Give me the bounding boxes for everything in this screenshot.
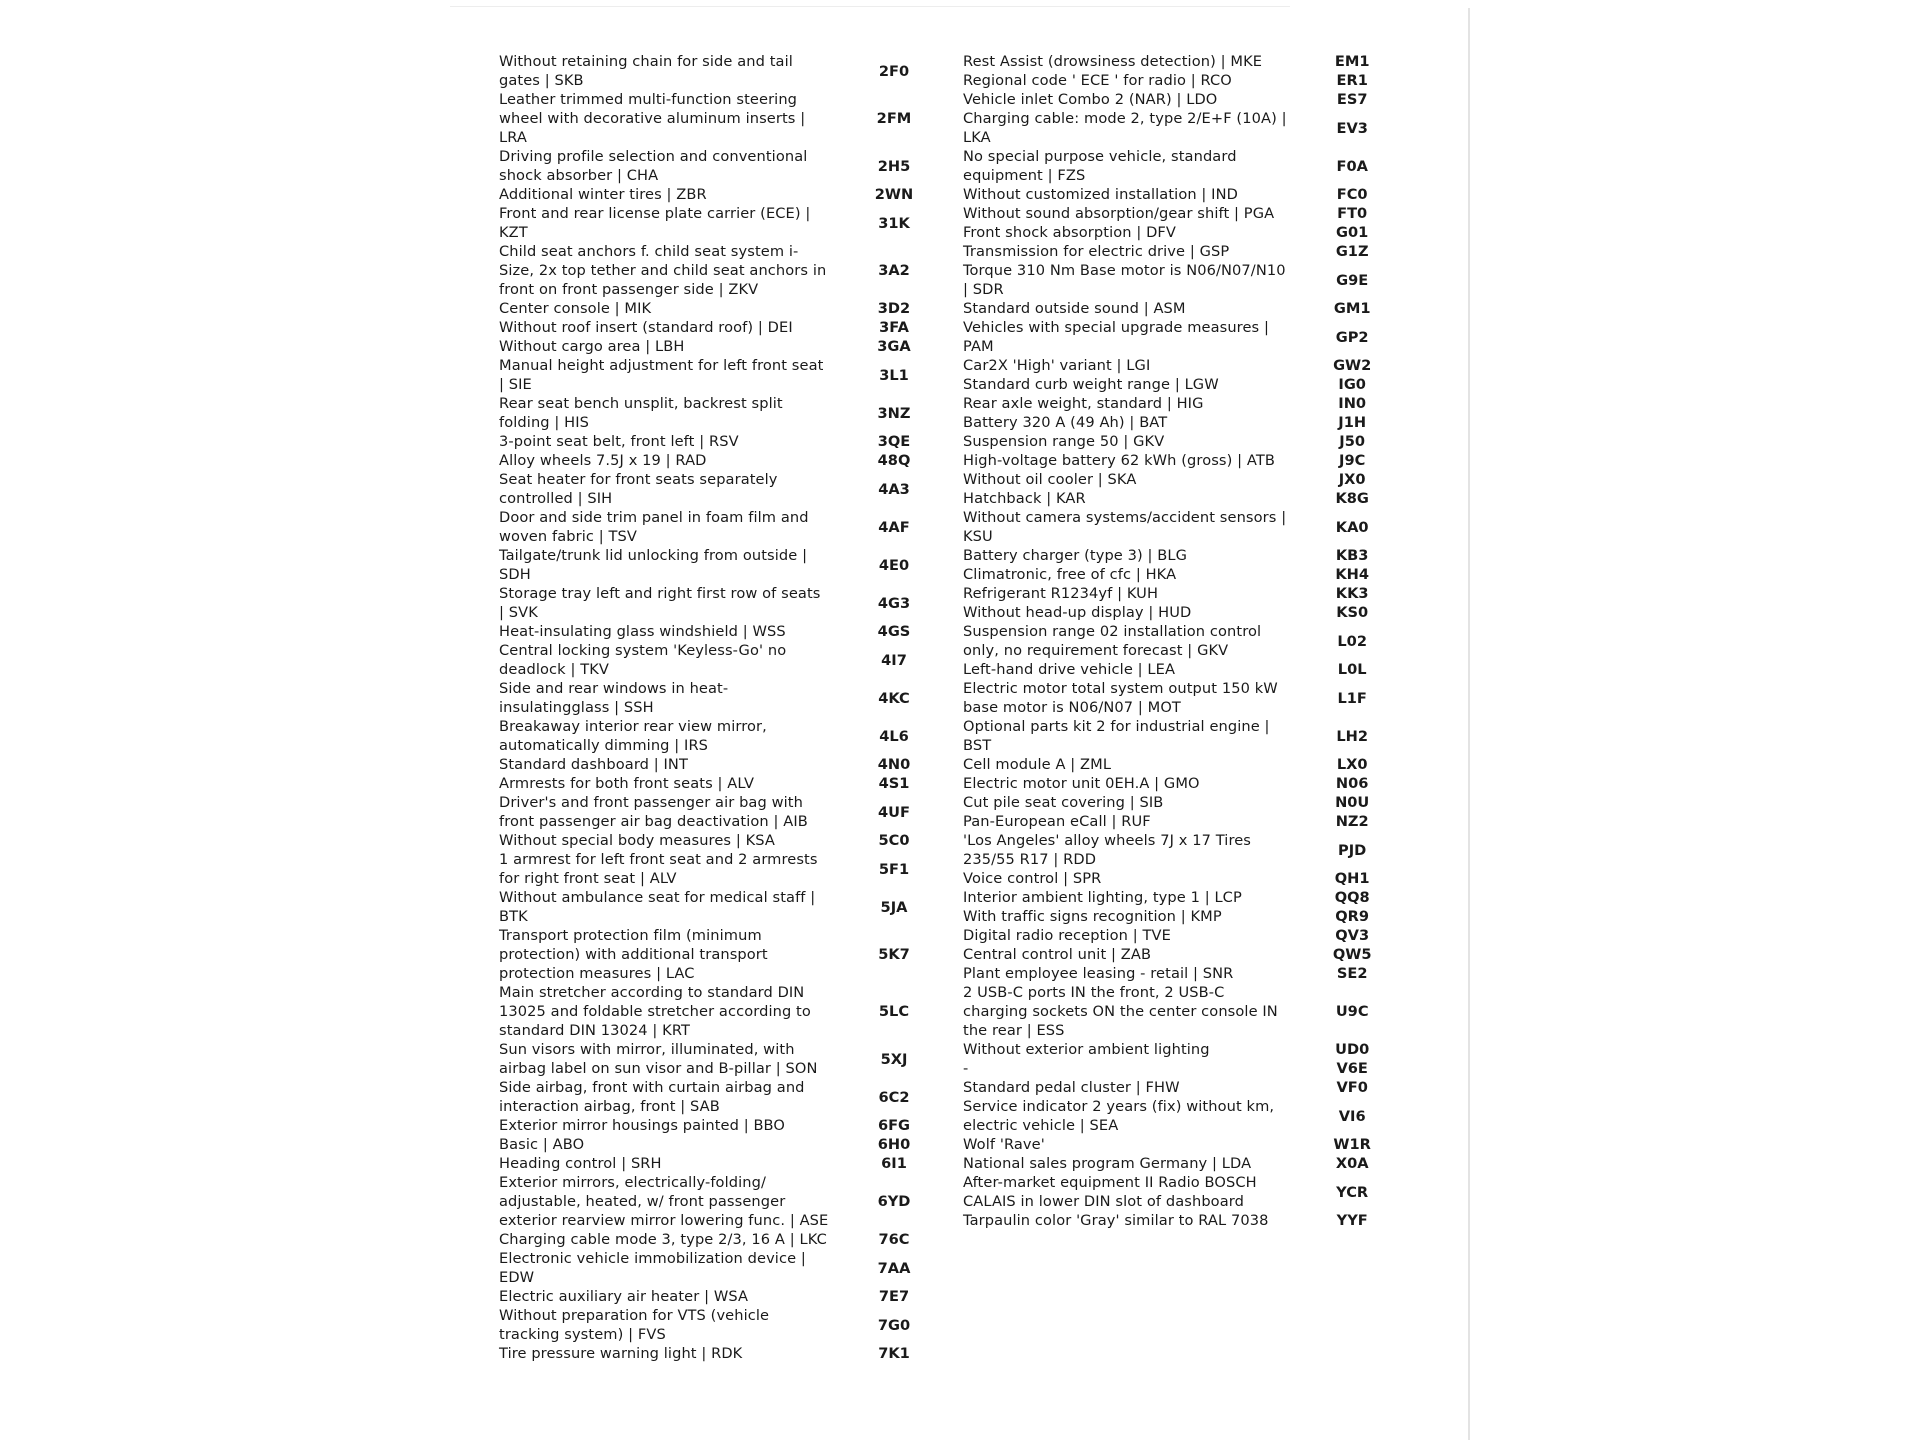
equipment-row: [499, 1040, 959, 1078]
equipment-row: [963, 1097, 1413, 1135]
equipment-description: Alloy wheels 7.5J x 19 | RAD: [499, 452, 707, 469]
equipment-description: Torque 310 Nm Base motor is N06/N07/N10 | SDR: [963, 262, 1286, 298]
equipment-code: JX0: [1338, 471, 1366, 488]
equipment-code: GP2: [1335, 328, 1369, 346]
equipment-description: High-voltage battery 62 kWh (gross) | ATB: [963, 452, 1275, 469]
equipment-description: Vehicles with special upgrade measures | PAM: [963, 319, 1269, 355]
equipment-code: VF0: [1336, 1079, 1368, 1096]
equipment-code: 6I1: [881, 1155, 907, 1172]
equipment-code: 4GS: [877, 623, 911, 640]
equipment-row: [963, 451, 1413, 470]
equipment-row: [963, 185, 1413, 204]
equipment-description: Central control unit | ZAB: [963, 946, 1152, 963]
equipment-description: Side and rear windows in heat-insulatingglass | SSH: [499, 680, 729, 716]
equipment-code: 5F1: [878, 860, 910, 878]
equipment-code: 4N0: [877, 756, 911, 773]
equipment-row: [963, 52, 1413, 71]
equipment-row: [963, 622, 1413, 660]
equipment-row: [499, 1154, 959, 1173]
equipment-code: 4G3: [877, 594, 911, 612]
equipment-row: [963, 660, 1413, 679]
equipment-code: 2FM: [876, 110, 912, 127]
equipment-code: 7E7: [878, 1288, 910, 1305]
equipment-description: Without roof insert (standard roof) | DEI: [499, 319, 793, 336]
equipment-code: KK3: [1335, 585, 1369, 602]
equipment-row: [499, 1287, 959, 1306]
equipment-description: Seat heater for front seats separately controlled | SIH: [499, 471, 778, 507]
equipment-row: [499, 432, 959, 451]
equipment-row: [499, 888, 959, 926]
equipment-code: 5C0: [878, 832, 910, 849]
equipment-description: National sales program Germany | LDA: [963, 1155, 1252, 1172]
equipment-code: U9C: [1335, 1003, 1369, 1020]
equipment-row: [963, 717, 1413, 755]
equipment-code: 5K7: [878, 946, 910, 963]
equipment-row: [499, 470, 959, 508]
equipment-code: 7K1: [878, 1345, 910, 1362]
equipment-code: 3QE: [877, 433, 911, 450]
equipment-description: Without customized installation | IND: [963, 186, 1238, 203]
equipment-code: GW2: [1333, 357, 1372, 374]
equipment-description: Manual height adjustment for left front seat | SIE: [499, 357, 824, 393]
equipment-description: Standard dashboard | INT: [499, 756, 688, 773]
equipment-description: Service indicator 2 years (fix) without km, electric vehicle | SEA: [963, 1098, 1275, 1134]
equipment-code: 4L6: [879, 727, 909, 745]
equipment-code: 7G0: [877, 1316, 911, 1334]
equipment-code: 4E0: [878, 556, 910, 574]
equipment-description: Car2X 'High' variant | LGI: [963, 357, 1151, 374]
equipment-row: [499, 394, 959, 432]
equipment-row: [499, 356, 959, 394]
equipment-code: 3A2: [878, 262, 910, 279]
equipment-code: QH1: [1334, 870, 1370, 887]
equipment-description: 2 USB-C ports IN the front, 2 USB-C charging sockets ON the center console IN the rear | ESS: [963, 984, 1278, 1039]
equipment-row: [499, 641, 959, 679]
equipment-row: [499, 508, 959, 546]
equipment-description: Electric motor unit 0EH.A | GMO: [963, 775, 1200, 792]
equipment-row: [499, 679, 959, 717]
equipment-description: Suspension range 02 installation control only, no requirement forecast | GKV: [963, 623, 1262, 659]
equipment-code: N0U: [1335, 794, 1370, 811]
equipment-description: Front shock absorption | DFV: [963, 224, 1177, 241]
equipment-description: Battery charger (type 3) | BLG: [963, 547, 1188, 564]
equipment-row: [963, 774, 1413, 793]
equipment-code: J9C: [1339, 452, 1366, 469]
equipment-description: Hatchback | KAR: [963, 490, 1086, 507]
equipment-code: 4A3: [878, 480, 910, 498]
equipment-code: YCR: [1336, 1183, 1369, 1201]
equipment-code: 6H0: [877, 1136, 911, 1153]
equipment-description: Child seat anchors f. child seat system i-Size, 2x top tether and child seat anchors in front on front passenger side | ZKV: [499, 243, 827, 298]
equipment-description: Tarpaulin color 'Gray' similar to RAL 7038: [963, 1212, 1269, 1229]
equipment-description: Without ambulance seat for medical staff | BTK: [499, 889, 816, 925]
equipment-description: Electronic vehicle immobilization device | EDW: [499, 1250, 806, 1286]
equipment-row: [499, 717, 959, 755]
equipment-description: Without head-up display | HUD: [963, 604, 1192, 621]
equipment-row: [963, 1059, 1413, 1078]
equipment-description: Rear axle weight, standard | HIG: [963, 395, 1204, 412]
equipment-row: [963, 755, 1413, 774]
equipment-code: 4I7: [881, 651, 907, 669]
equipment-code: J1H: [1338, 414, 1367, 431]
equipment-row: [499, 831, 959, 850]
equipment-row: [963, 375, 1413, 394]
equipment-description: Optional parts kit 2 for industrial engine | BST: [963, 718, 1270, 754]
equipment-description: Refrigerant R1234yf | KUH: [963, 585, 1159, 602]
equipment-description: Plant employee leasing - retail | SNR: [963, 965, 1234, 982]
equipment-description: Breakaway interior rear view mirror, automatically dimming | IRS: [499, 718, 767, 754]
equipment-code: 76C: [878, 1231, 910, 1248]
equipment-code: QV3: [1335, 927, 1370, 944]
equipment-code: ER1: [1336, 72, 1368, 89]
equipment-code: N06: [1335, 775, 1369, 792]
equipment-description: Battery 320 A (49 Ah) | BAT: [963, 414, 1168, 431]
equipment-description: Transmission for electric drive | GSP: [963, 243, 1230, 260]
equipment-row: [963, 983, 1413, 1040]
equipment-list-left: [499, 52, 959, 1363]
scan-top-edge: [450, 6, 1290, 7]
equipment-row: [499, 1230, 959, 1249]
equipment-code: YYF: [1336, 1212, 1368, 1229]
equipment-row: [963, 318, 1413, 356]
equipment-code: G01: [1336, 224, 1369, 241]
equipment-description: Main stretcher according to standard DIN 13025 and foldable stretcher according to standard DIN 13024 | KRT: [499, 984, 811, 1039]
equipment-description: Standard curb weight range | LGW: [963, 376, 1219, 393]
equipment-row: [963, 489, 1413, 508]
equipment-row: [499, 52, 959, 90]
equipment-description: After-market equipment II Radio BOSCH CALAIS in lower DIN slot of dashboard: [963, 1174, 1257, 1210]
equipment-row: [963, 1135, 1413, 1154]
equipment-code: KA0: [1335, 518, 1369, 536]
equipment-description: Climatronic, free of cfc | HKA: [963, 566, 1177, 583]
equipment-row: [963, 1078, 1413, 1097]
equipment-row: [963, 147, 1413, 185]
equipment-row: [963, 1211, 1413, 1230]
equipment-description: Armrests for both front seats | ALV: [499, 775, 755, 792]
equipment-code: KH4: [1335, 566, 1370, 583]
equipment-code: UD0: [1335, 1041, 1370, 1058]
equipment-description: Standard pedal cluster | FHW: [963, 1079, 1180, 1096]
equipment-row: [499, 147, 959, 185]
equipment-row: [499, 983, 959, 1040]
equipment-description: Vehicle inlet Combo 2 (NAR) | LDO: [963, 91, 1218, 108]
equipment-code: 6YD: [877, 1193, 911, 1210]
equipment-code: 48Q: [877, 452, 911, 469]
equipment-code: 4KC: [878, 689, 910, 707]
equipment-code: IG0: [1338, 376, 1366, 393]
equipment-row: [963, 432, 1413, 451]
equipment-row: [963, 964, 1413, 983]
equipment-description: With traffic signs recognition | KMP: [963, 908, 1222, 925]
equipment-row: [499, 793, 959, 831]
equipment-code: IN0: [1338, 395, 1367, 412]
equipment-row: [499, 774, 959, 793]
equipment-code: G9E: [1336, 271, 1369, 289]
equipment-description: Without retaining chain for side and tail gates | SKB: [499, 53, 793, 89]
equipment-row: [499, 242, 959, 299]
equipment-row: [963, 1154, 1413, 1173]
equipment-description: Basic | ABO: [499, 1136, 585, 1153]
equipment-row: [963, 204, 1413, 223]
equipment-code: GM1: [1333, 300, 1371, 317]
equipment-row: [499, 755, 959, 774]
equipment-code: FC0: [1336, 186, 1368, 203]
equipment-description: Rest Assist (drowsiness detection) | MKE: [963, 53, 1263, 70]
equipment-code: 3D2: [877, 300, 911, 317]
equipment-row: [963, 888, 1413, 907]
equipment-row: [499, 337, 959, 356]
equipment-code: 6FG: [877, 1117, 911, 1134]
equipment-description: Rear seat bench unsplit, backrest split folding | HIS: [499, 395, 783, 431]
equipment-row: [963, 242, 1413, 261]
equipment-code: QW5: [1332, 946, 1372, 963]
equipment-code: 3FA: [879, 319, 909, 336]
equipment-row: [963, 71, 1413, 90]
equipment-code: 5XJ: [880, 1050, 908, 1068]
equipment-row: [499, 90, 959, 147]
equipment-description: Sun visors with mirror, illuminated, with airbag label on sun visor and B-pillar | SON: [499, 1041, 818, 1077]
equipment-description: Exterior mirror housings painted | BBO: [499, 1117, 786, 1134]
equipment-row: [499, 1249, 959, 1287]
equipment-row: [963, 1040, 1413, 1059]
equipment-description: Central locking system 'Keyless-Go' no deadlock | TKV: [499, 642, 787, 678]
equipment-description: Tire pressure warning light | RDK: [499, 1345, 743, 1362]
equipment-row: [499, 926, 959, 983]
equipment-description: No special purpose vehicle, standard equipment | FZS: [963, 148, 1237, 184]
equipment-row: [963, 907, 1413, 926]
equipment-code: KB3: [1335, 547, 1369, 564]
equipment-code: V6E: [1336, 1060, 1368, 1077]
equipment-description: Voice control | SPR: [963, 870, 1102, 887]
equipment-row: [499, 451, 959, 470]
equipment-row: [499, 546, 959, 584]
equipment-description: Cut pile seat covering | SIB: [963, 794, 1164, 811]
equipment-code: LX0: [1336, 756, 1368, 773]
equipment-code: PJD: [1338, 841, 1367, 859]
equipment-description: Leather trimmed multi-function steering wheel with decorative aluminum inserts | LRA: [499, 91, 806, 146]
equipment-description: 1 armrest for left front seat and 2 armrests for right front seat | ALV: [499, 851, 818, 887]
equipment-code: 7AA: [877, 1259, 911, 1277]
equipment-code: EV3: [1336, 119, 1368, 137]
equipment-description: Without special body measures | KSA: [499, 832, 775, 849]
equipment-row: [499, 1173, 959, 1230]
equipment-description: Pan-European eCall | RUF: [963, 813, 1151, 830]
equipment-row: [963, 109, 1413, 147]
equipment-code: LH2: [1336, 727, 1369, 745]
equipment-code: 4S1: [878, 775, 910, 792]
equipment-description: Electric auxiliary air heater | WSA: [499, 1288, 749, 1305]
equipment-row: [963, 603, 1413, 622]
equipment-row: [963, 261, 1413, 299]
equipment-row: [963, 394, 1413, 413]
equipment-description: Charging cable mode 3, type 2/3, 16 A | LKC: [499, 1231, 827, 1248]
equipment-row: [499, 1078, 959, 1116]
equipment-code: QQ8: [1334, 889, 1370, 906]
equipment-row: [499, 1306, 959, 1344]
equipment-description: Storage tray left and right first row of seats | SVK: [499, 585, 821, 621]
equipment-code: QR9: [1335, 908, 1370, 925]
equipment-code: FT0: [1337, 205, 1368, 222]
equipment-description: Door and side trim panel in foam film and woven fabric | TSV: [499, 509, 809, 545]
equipment-description: 3-point seat belt, front left | RSV: [499, 433, 739, 450]
equipment-code: 3L1: [879, 366, 909, 384]
equipment-description: Interior ambient lighting, type 1 | LCP: [963, 889, 1242, 906]
equipment-row: [963, 793, 1413, 812]
equipment-list-right: [963, 52, 1413, 1230]
equipment-code: 2F0: [878, 62, 910, 80]
equipment-description: Without cargo area | LBH: [499, 338, 685, 355]
equipment-row: [499, 850, 959, 888]
equipment-row: [963, 508, 1413, 546]
equipment-description: Suspension range 50 | GKV: [963, 433, 1165, 450]
equipment-code: G1Z: [1335, 243, 1369, 260]
equipment-code: X0A: [1335, 1155, 1369, 1172]
scan-page-edge: [1468, 8, 1470, 1440]
equipment-code: L1F: [1337, 689, 1367, 707]
equipment-code: 5LC: [878, 1003, 910, 1020]
equipment-description: Without oil cooler | SKA: [963, 471, 1137, 488]
equipment-code: L02: [1337, 632, 1367, 650]
equipment-description: Cell module A | ZML: [963, 756, 1112, 773]
equipment-row: [963, 812, 1413, 831]
equipment-description: Heading control | SRH: [499, 1155, 662, 1172]
equipment-row: [499, 584, 959, 622]
equipment-row: [963, 299, 1413, 318]
equipment-code: 4UF: [878, 803, 910, 821]
equipment-row: [499, 1116, 959, 1135]
equipment-description: Front and rear license plate carrier (ECE) | KZT: [499, 205, 811, 241]
equipment-description: Transport protection film (minimum protection) with additional transport protection measures | LAC: [499, 927, 768, 982]
equipment-description: Heat-insulating glass windshield | WSS: [499, 623, 786, 640]
equipment-description: Left-hand drive vehicle | LEA: [963, 661, 1176, 678]
equipment-code: 2H5: [877, 157, 911, 175]
equipment-description: Wolf 'Rave': [963, 1136, 1045, 1153]
equipment-row: [963, 413, 1413, 432]
equipment-description: Additional winter tires | ZBR: [499, 186, 707, 203]
equipment-description: Driving profile selection and conventional shock absorber | CHA: [499, 148, 808, 184]
equipment-row: [963, 1173, 1413, 1211]
equipment-description: Regional code ' ECE ' for radio | RCO: [963, 72, 1232, 89]
equipment-code: L0L: [1337, 661, 1367, 678]
equipment-row: [963, 546, 1413, 565]
equipment-code: 2WN: [874, 186, 914, 203]
equipment-code: W1R: [1333, 1136, 1371, 1153]
equipment-description: Exterior mirrors, electrically-folding/ adjustable, heated, w/ front passenger exterior rearview mirror lowering func. | ASE: [499, 1174, 829, 1229]
equipment-code: ES7: [1336, 91, 1368, 108]
equipment-row: [963, 679, 1413, 717]
equipment-description: -: [963, 1060, 969, 1077]
equipment-code: 31K: [878, 214, 910, 232]
equipment-description: Center console | MIK: [499, 300, 652, 317]
equipment-code: SE2: [1336, 965, 1368, 982]
equipment-row: [963, 356, 1413, 375]
equipment-code: 3GA: [877, 338, 911, 355]
equipment-description: Digital radio reception | TVE: [963, 927, 1171, 944]
equipment-description: Electric motor total system output 150 kW base motor is N06/N07 | MOT: [963, 680, 1278, 716]
equipment-description: Driver's and front passenger air bag with front passenger air bag deactivation | AIB: [499, 794, 808, 830]
equipment-description: Tailgate/trunk lid unlocking from outside | SDH: [499, 547, 808, 583]
equipment-row: [499, 1344, 959, 1363]
equipment-description: 'Los Angeles' alloy wheels 7J x 17 Tires 235/55 R17 | RDD: [963, 832, 1252, 868]
equipment-code: 3NZ: [877, 404, 911, 422]
equipment-description: Standard outside sound | ASM: [963, 300, 1186, 317]
equipment-code: J50: [1339, 433, 1366, 450]
equipment-row: [963, 223, 1413, 242]
equipment-row: [963, 869, 1413, 888]
equipment-row: [499, 622, 959, 641]
equipment-code: 4AF: [878, 518, 910, 536]
equipment-row: [499, 1135, 959, 1154]
equipment-description: Without exterior ambient lighting: [963, 1041, 1210, 1058]
equipment-description: Without sound absorption/gear shift | PGA: [963, 205, 1275, 222]
equipment-description: Side airbag, front with curtain airbag and interaction airbag, front | SAB: [499, 1079, 805, 1115]
equipment-code: F0A: [1336, 157, 1368, 175]
equipment-row: [499, 299, 959, 318]
equipment-description: Without camera systems/accident sensors | KSU: [963, 509, 1287, 545]
equipment-row: [499, 185, 959, 204]
equipment-row: [963, 90, 1413, 109]
equipment-row: [963, 926, 1413, 945]
equipment-row: [963, 470, 1413, 489]
equipment-row: [499, 204, 959, 242]
equipment-row: [963, 584, 1413, 603]
equipment-row: [963, 831, 1413, 869]
equipment-description: Without preparation for VTS (vehicle tracking system) | FVS: [499, 1307, 770, 1343]
equipment-row: [963, 565, 1413, 584]
equipment-row: [499, 318, 959, 337]
equipment-code: NZ2: [1335, 813, 1369, 830]
equipment-code: KS0: [1336, 604, 1369, 621]
equipment-code: K8G: [1335, 490, 1369, 507]
equipment-code: 5JA: [880, 898, 908, 916]
equipment-code: VI6: [1338, 1107, 1366, 1125]
equipment-description: Charging cable: mode 2, type 2/E+F (10A) | LKA: [963, 110, 1287, 146]
equipment-row: [963, 945, 1413, 964]
equipment-code: 6C2: [878, 1088, 910, 1106]
equipment-code: EM1: [1334, 53, 1370, 70]
